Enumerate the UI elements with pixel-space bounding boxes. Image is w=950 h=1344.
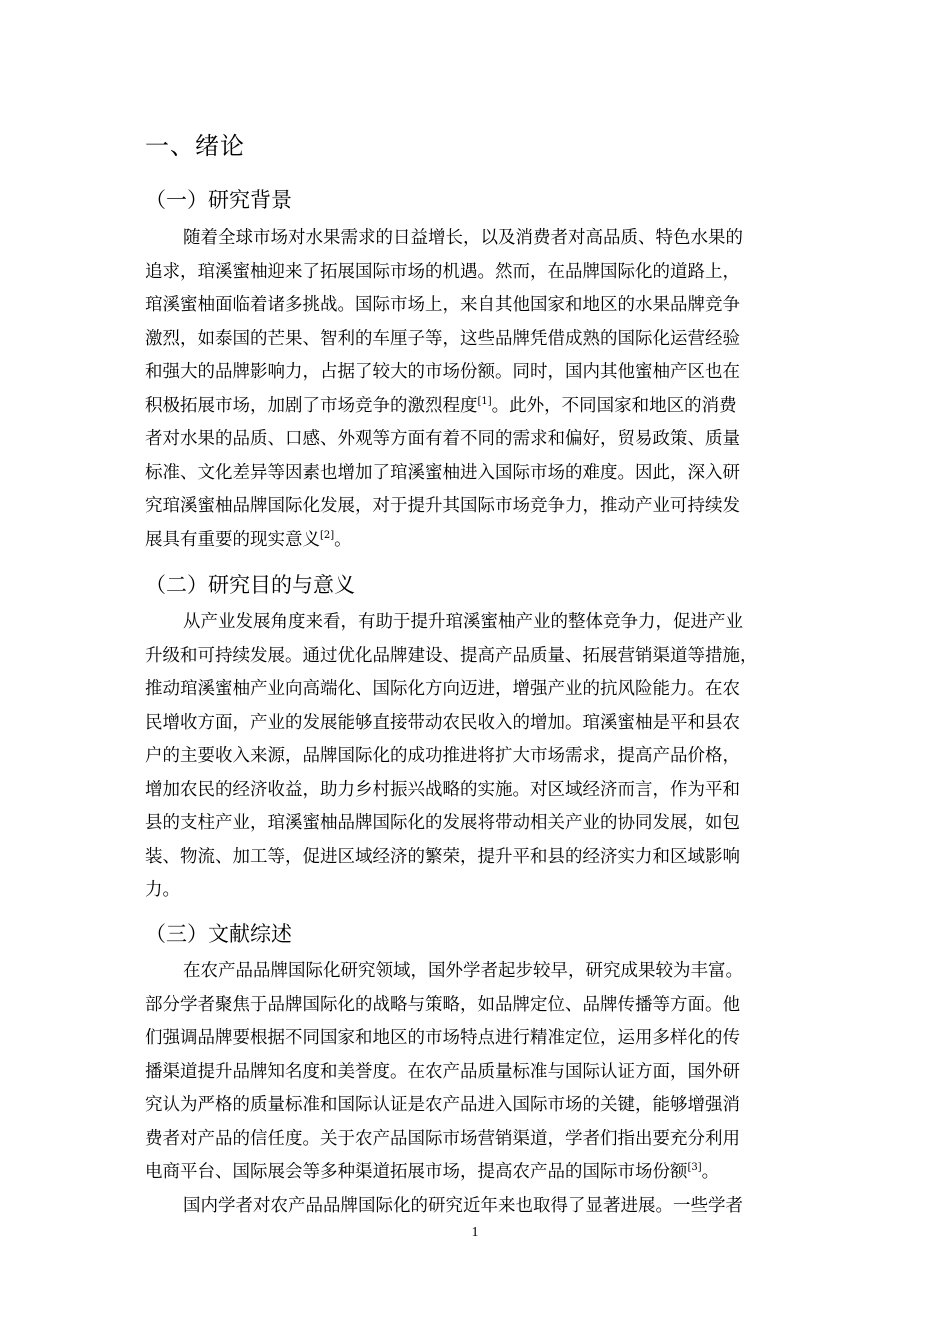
text-line: 国内学者对农产品品牌国际化的研究近年来也取得了显著进展。一些学者 <box>183 1195 743 1216</box>
text-segment: 。 <box>334 529 352 550</box>
text-line: 从产业发展角度来看，有助于提升琯溪蜜柚产业的整体竞争力，促进产业 <box>183 612 743 632</box>
section-heading-literature: （三）文献综述 <box>145 922 292 946</box>
citation-ref: [3] <box>687 1162 702 1174</box>
text-line: 们强调品牌要根据不同国家和地区的市场特点进行精准定位，运用多样化的传 <box>145 1028 740 1048</box>
text-line: 究琯溪蜜柚品牌国际化发展，对于提升其国际市场竞争力，推动产业可持续发 <box>145 496 740 516</box>
section-heading-background: （一）研究背景 <box>145 188 292 212</box>
citation-ref: [2] <box>320 529 335 541</box>
text-line: 标准、文化差异等因素也增加了琯溪蜜柚进入国际市场的难度。因此，深入研 <box>145 462 740 483</box>
text-line: 追求，琯溪蜜柚迎来了拓展国际市场的机遇。然而，在品牌国际化的道路上， <box>145 261 740 282</box>
text-line: 在农产品品牌国际化研究领域，国外学者起步较早，研究成果较为丰富。 <box>183 961 743 981</box>
text-line: 户的主要收入来源，品牌国际化的成功推进将扩大市场需求，提高产品价格， <box>145 746 740 766</box>
section-heading-purpose: （二）研究目的与意义 <box>145 573 355 597</box>
text-line: 部分学者聚焦于品牌国际化的战略与策略，如品牌定位、品牌传播等方面。他 <box>145 994 740 1015</box>
text-line <box>145 390 807 424</box>
text-line: 增加农民的经济收益，助力乡村振兴战略的实施。对区域经济而言，作为平和 <box>145 779 740 800</box>
text-segment: 展具有重要的现实意义 <box>145 529 320 550</box>
text-line: 装、物流、加工等，促进区域经济的繁荣，提升平和县的经济实力和区域影响 <box>145 846 740 867</box>
chapter-heading: 一、绪论 <box>145 132 245 160</box>
text-segment: 电商平台、国际展会等多种渠道拓展市场，提高农产品的国际市场份额 <box>145 1162 688 1182</box>
page-number: 1 <box>471 1225 479 1240</box>
text-line: 播渠道提升品牌知名度和美誉度。在农产品质量标准与国际认证方面，国外研 <box>145 1061 740 1082</box>
text-line <box>145 524 807 558</box>
text-line: 琯溪蜜柚面临着诸多挑战。国际市场上，来自其他国家和地区的水果品牌竞争 <box>145 295 740 315</box>
text-line <box>145 1156 807 1190</box>
text-line: 者对水果的品质、口感、外观等方面有着不同的需求和偏好，贸易政策、质量 <box>145 429 740 449</box>
text-line: 随着全球市场对水果需求的日益增长，以及消费者对高品质、特色水果的 <box>183 228 743 248</box>
citation-ref: [1] <box>477 395 492 407</box>
text-line: 升级和可持续发展。通过优化品牌建设、提高产品质量、拓展营销渠道等措施， <box>145 645 758 666</box>
text-segment: 。 <box>701 1162 720 1182</box>
text-line: 民增收方面，产业的发展能够直接带动农民收入的增加。琯溪蜜柚是平和县农 <box>145 712 740 733</box>
text-line: 力。 <box>145 880 180 900</box>
text-line: 和强大的品牌影响力，占据了较大的市场份额。同时，国内其他蜜柚产区也在 <box>145 362 740 382</box>
paragraph-background <box>145 222 807 557</box>
text-line: 县的支柱产业，琯溪蜜柚品牌国际化的发展将带动相关产业的协同发展，如包 <box>145 813 740 833</box>
text-segment: 积极拓展市场，加剧了市场竞争的激烈程度 <box>145 395 478 416</box>
paragraph-literature <box>145 955 807 1223</box>
text-line: 激烈，如泰国的芒果、智利的车厘子等，这些品牌凭借成熟的国际化运营经验 <box>145 328 740 349</box>
text-line: 究认为严格的质量标准和国际认证是农产品进入国际市场的关键，能够增强消 <box>145 1095 740 1115</box>
text-segment: 。此外，不同国家和地区的消费 <box>491 395 737 416</box>
text-line: 推动琯溪蜜柚产业向高端化、国际化方向迈进，增强产业的抗风险能力。在农 <box>145 679 740 699</box>
text-line: 费者对产品的信任度。关于农产品国际市场营销渠道，学者们指出要充分利用 <box>145 1128 740 1149</box>
paragraph-purpose <box>145 606 807 908</box>
